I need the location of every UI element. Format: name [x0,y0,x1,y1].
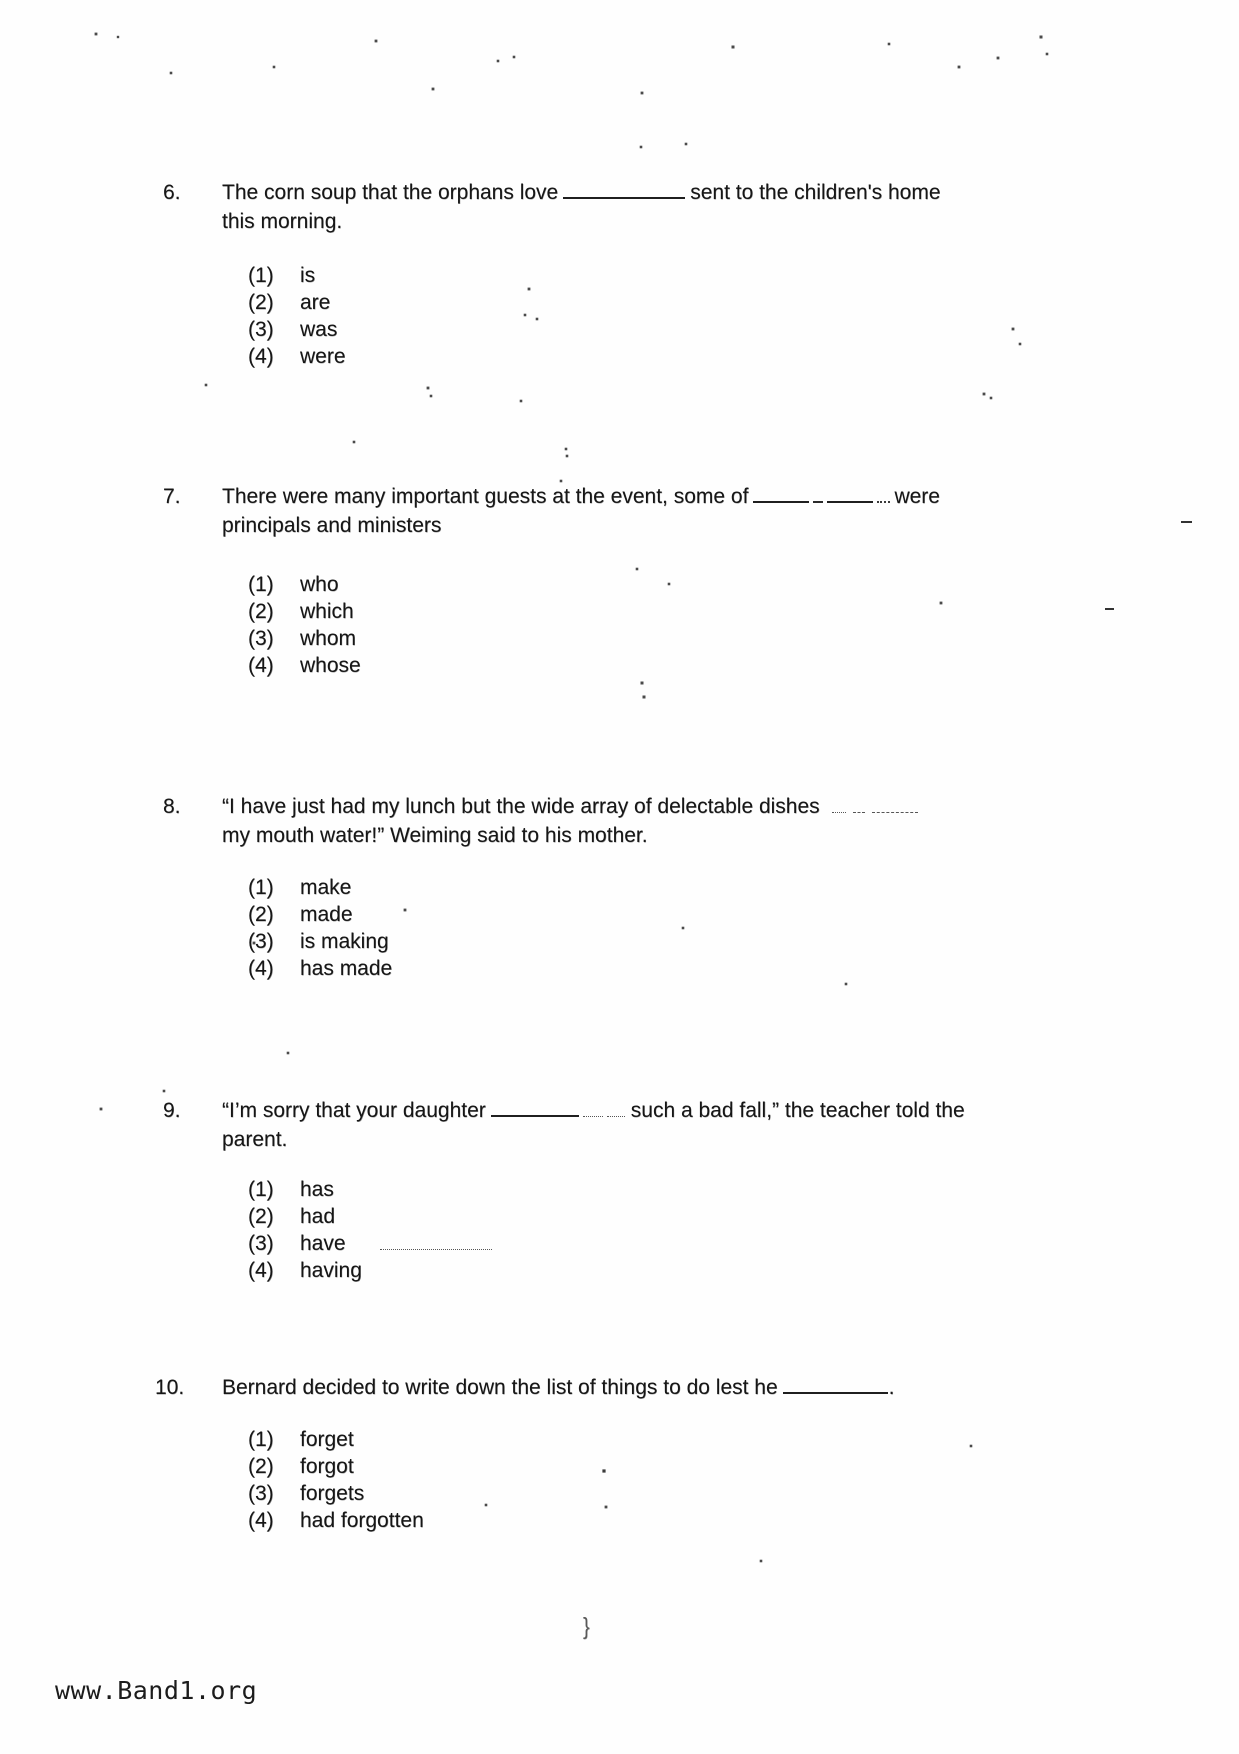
blank-line [813,486,823,503]
options-list [248,1426,1055,1534]
option-row [248,928,1055,955]
blank-line [753,486,809,503]
option-text: whom [300,627,357,650]
blank-line [832,797,846,813]
question-text-line-1: “I have just had my lunch but the wide array of delectable dishes [222,792,1055,821]
option-text: forget [300,1428,354,1451]
option-text: is [300,264,316,287]
scan-noise-specks [0,0,2,2]
option-row [248,289,1055,316]
option-label: (4) [248,654,274,677]
scan-dash-artifact [1105,608,1114,610]
blank-line [877,486,890,503]
option-row [248,625,1055,652]
options-list [248,262,1055,370]
question-number: 6. [163,181,181,204]
option-text: was [300,318,338,341]
option-label: (2) [248,600,274,623]
option-row [248,955,1055,982]
question-10 [155,1373,1055,1534]
question-text-line-2: my mouth water!” Weiming said to his mother. [222,824,648,847]
scan-dash-artifact [1181,521,1192,523]
blank-line [491,1100,579,1117]
option-row [248,598,1055,625]
options-list [248,874,1055,982]
blank-line [563,182,685,199]
option-row [248,343,1055,370]
option-row [248,1176,1055,1203]
option-label: (4) [248,1509,274,1532]
option-label: (4) [248,1259,274,1282]
question-text-line-1: Bernard decided to write down the list of things to do lest he . [222,1376,895,1399]
option-text: which [300,600,354,623]
question-7 [155,482,1055,679]
option-row [248,571,1055,598]
watermark-url: www.Band1.org [55,1676,258,1705]
option-label: (1) [248,1428,274,1451]
option-text: has made [300,957,393,980]
option-text: made [300,903,353,926]
options-list [248,1176,1055,1284]
question-9 [155,1096,1055,1284]
option-label: (3) [248,318,274,341]
question-text-line-2: parent. [222,1128,288,1151]
option-label: (3) [248,1232,274,1255]
option-label: (2) [248,291,274,314]
option-label: (3) [248,627,274,650]
option-text: had forgotten [300,1509,424,1532]
question-6 [155,178,1055,370]
option-label: (1) [248,264,274,287]
blank-line [607,1101,625,1117]
option-text: who [300,573,339,596]
question-number: 7. [163,485,181,508]
option-row [248,1203,1055,1230]
question-number: 8. [163,795,181,818]
blank-line [783,1377,888,1394]
option-row [248,316,1055,343]
options-list [248,571,1055,679]
option-text: has [300,1178,334,1201]
option-label: (2) [248,903,274,926]
option-row [248,1230,1055,1257]
question-8 [155,792,1055,982]
scan-dotted-artifact [380,1234,492,1250]
blank-line [827,486,873,503]
blank-line [872,797,918,813]
option-label: (4) [248,345,274,368]
option-label: (1) [248,573,274,596]
option-text: forgets [300,1482,365,1505]
option-row [248,874,1055,901]
question-text-line-1: “I’m sorry that your daughter such a bad fall,” the teacher told the [222,1099,965,1122]
option-label: (3) [248,930,274,953]
option-text: were [300,345,346,368]
option-text: is making [300,930,389,953]
option-row [248,1507,1055,1534]
option-label: (1) [248,876,274,899]
question-number: 10. [155,1376,185,1399]
option-text: having [300,1259,362,1282]
blank-line [583,1101,603,1117]
option-row [248,901,1055,928]
option-row [248,1257,1055,1284]
option-row [248,1426,1055,1453]
option-row [248,652,1055,679]
option-label: (2) [248,1455,274,1478]
option-label: (4) [248,957,274,980]
option-row [248,1453,1055,1480]
question-text-line-2: this morning. [222,210,343,233]
page-number-mark: } [583,1614,590,1640]
option-label: (1) [248,1178,274,1201]
question-text-line-1: The corn soup that the orphans love sent to the children's home [222,181,941,204]
option-text: are [300,291,331,314]
option-text: forgot [300,1455,354,1478]
option-text: have [300,1232,346,1255]
question-text-line-1: There were many important guests at the event, some of were [222,485,940,508]
option-text: had [300,1205,336,1228]
option-row [248,262,1055,289]
question-number: 9. [163,1099,181,1122]
option-label: (3) [248,1482,274,1505]
option-row [248,1480,1055,1507]
question-text-line-2: principals and ministers [222,514,442,537]
blank-line [853,797,865,813]
option-label: (2) [248,1205,274,1228]
option-text: make [300,876,352,899]
option-text: whose [300,654,361,677]
